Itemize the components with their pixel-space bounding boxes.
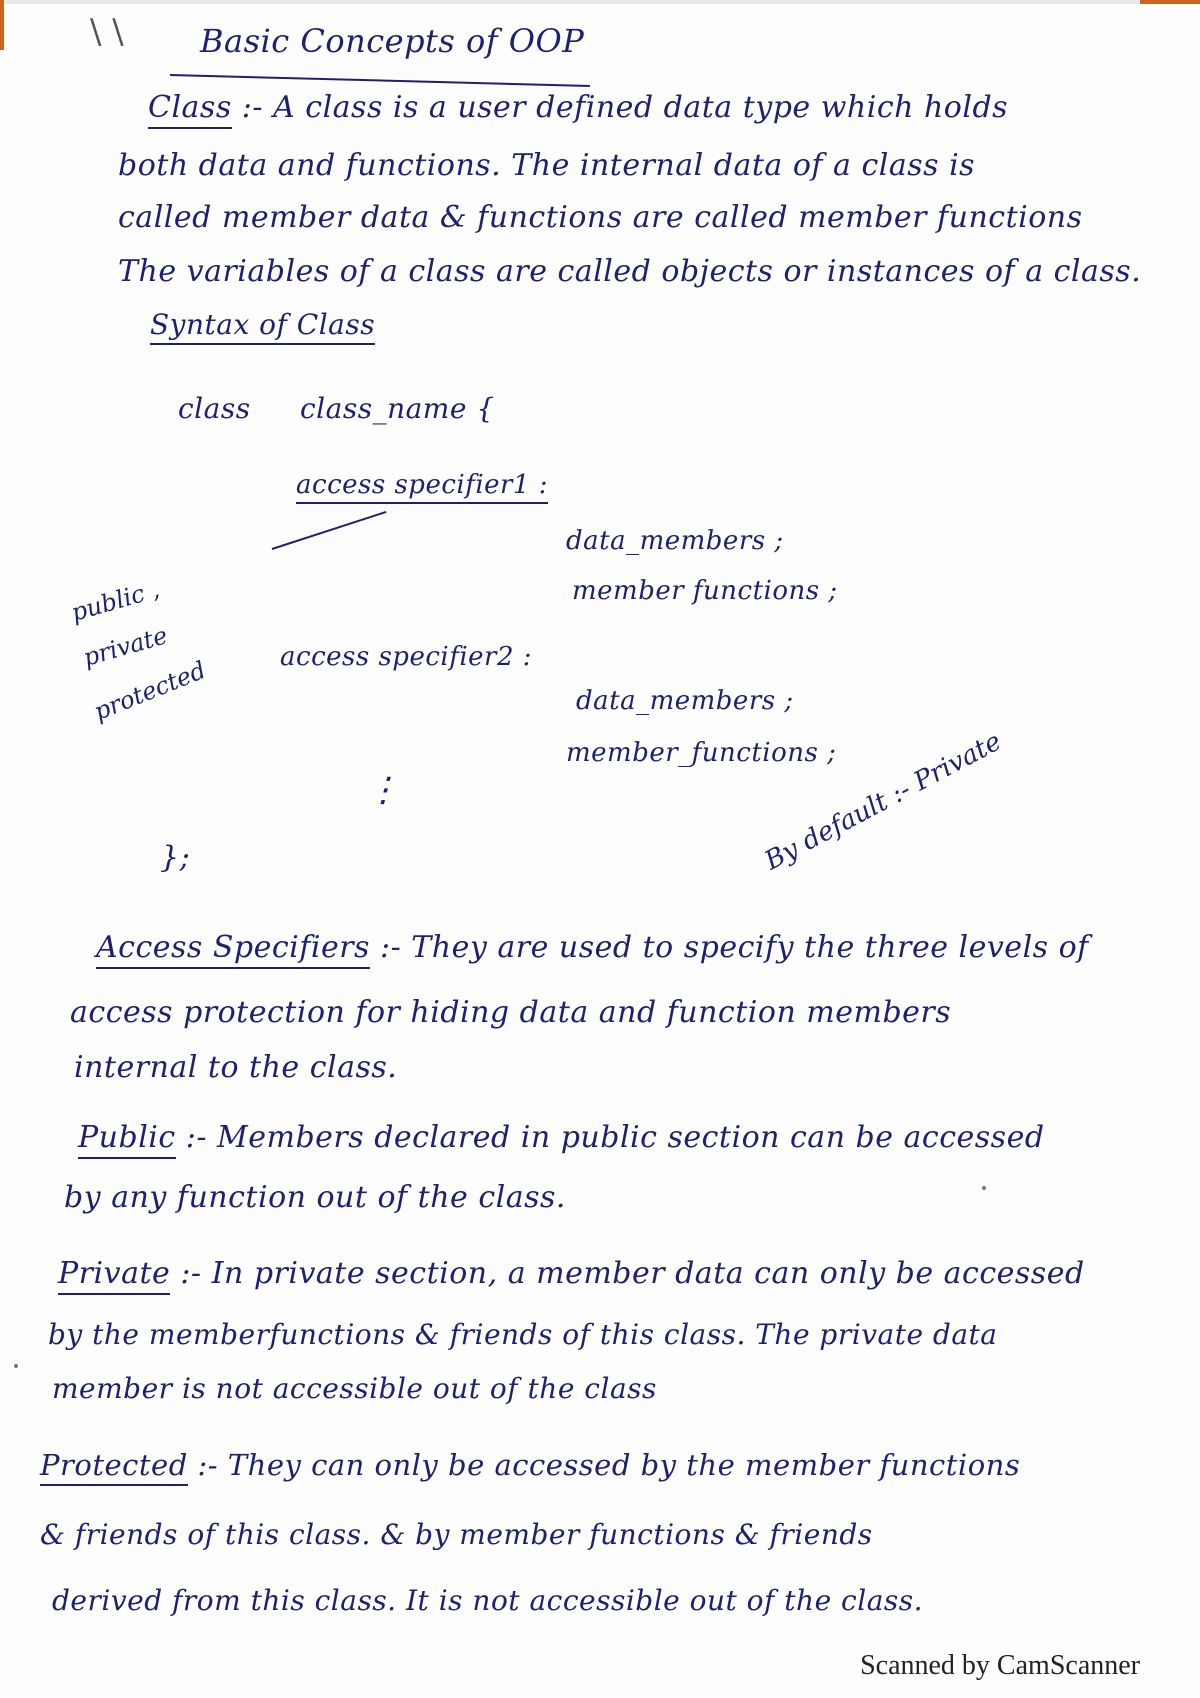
public-line-1 — [78, 1120, 1045, 1155]
syntax-keyword-class: class — [178, 392, 251, 425]
access-sep: :- — [380, 930, 402, 965]
access-line-1 — [96, 930, 1089, 965]
syntax-access-specifier-1: access specifier1 : — [296, 470, 548, 504]
protected-line-1 — [40, 1448, 1020, 1482]
private-line-1 — [58, 1256, 1085, 1291]
class-sep: :- — [241, 90, 264, 125]
scan-edge-mark-left — [0, 0, 4, 50]
syntax-access-specifier-2: access specifier2 : — [280, 642, 533, 672]
protected-line-2: & friends of this class. & by member functions & friends — [40, 1518, 873, 1551]
default-access-note: By default :- Private — [760, 726, 1007, 877]
side-note-public: public , — [68, 575, 163, 627]
syntax-data-members-1: data_members ; — [566, 526, 784, 556]
class-definition-line-1 — [148, 90, 1008, 125]
public-sep: :- — [185, 1120, 207, 1155]
speck-decoration — [14, 1364, 18, 1368]
private-line-2: by the memberfunctions & friends of this class. The private data — [48, 1318, 998, 1351]
syntax-heading: Syntax of Class — [150, 308, 375, 345]
class-text-1: A class is a user defined data type which holds — [273, 90, 1009, 125]
arrow-icon — [272, 511, 387, 550]
side-note-private: private — [80, 621, 171, 672]
public-term: Public — [78, 1120, 176, 1159]
access-line-2: access protection for hiding data and function members — [70, 995, 952, 1030]
access-line-3: internal to the class. — [74, 1050, 398, 1085]
protected-term: Protected — [40, 1448, 188, 1486]
syntax-ellipsis: ⋮ — [366, 770, 401, 810]
protected-line-3: derived from this class. It is not accessible out of the class. — [52, 1584, 924, 1617]
scan-edge-mark-right — [1140, 0, 1200, 4]
protected-text-1: They can only be accessed by the member functions — [227, 1448, 1021, 1482]
syntax-class-name: class_name { — [300, 392, 495, 425]
syntax-member-functions-1: member functions ; — [572, 576, 838, 606]
class-definition-line-2: both data and functions. The internal data of a class is — [118, 148, 976, 183]
page-edge — [0, 0, 1200, 4]
page-title: Basic Concepts of OOP — [200, 22, 585, 60]
protected-sep: :- — [197, 1448, 219, 1482]
class-definition-line-3: called member data & functions are called member functions — [118, 200, 1083, 235]
tick-marks-decoration: \ \ — [90, 12, 124, 52]
public-text-1: Members declared in public section can be accessed — [217, 1120, 1045, 1155]
syntax-data-members-2: data_members ; — [576, 686, 794, 716]
access-text-1: They are used to specify the three levels of — [411, 930, 1089, 965]
class-term: Class — [148, 90, 232, 129]
private-line-3: member is not accessible out of the class — [52, 1372, 657, 1405]
access-term: Access Specifiers — [96, 930, 370, 969]
private-term: Private — [58, 1256, 170, 1295]
title-underline — [170, 74, 590, 87]
private-text-1: In private section, a member data can only be accessed — [211, 1256, 1085, 1291]
syntax-member-functions-2: member_functions ; — [566, 738, 837, 768]
public-line-2: by any function out of the class. — [64, 1180, 566, 1215]
class-definition-line-4: The variables of a class are called objects or instances of a class. — [118, 254, 1142, 289]
private-sep: :- — [180, 1256, 202, 1291]
side-note-protected: protected — [90, 655, 210, 726]
syntax-close-brace: }; — [160, 840, 191, 875]
scanner-watermark: Scanned by CamScanner — [860, 1650, 1140, 1681]
speck-decoration — [982, 1186, 986, 1190]
